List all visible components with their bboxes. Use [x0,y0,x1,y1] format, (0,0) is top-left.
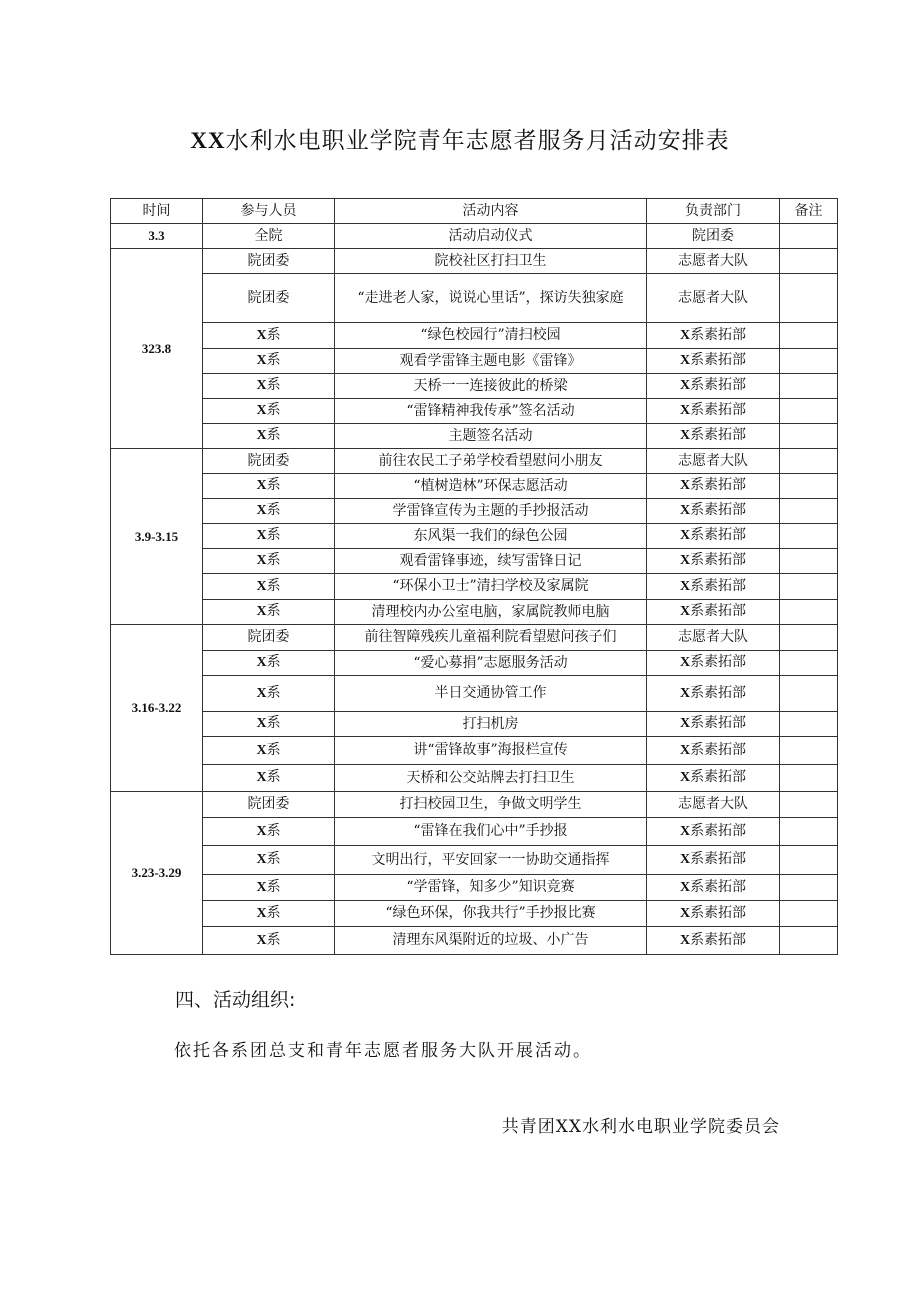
cell-department: X系素拓部 [647,676,780,712]
cell-content: “植树造林”环保志愿活动 [335,474,647,499]
cell-content: 院校社区打扫卫生 [335,249,647,274]
cell-content: 前往智障残疾儿童福利院看望慰问孩子们 [335,625,647,651]
cell-note [780,818,838,846]
cell-department: X系素拓部 [647,765,780,792]
cell-department: X系素拓部 [647,600,780,625]
cell-content: 东风渠一我们的绿色公园 [335,524,647,549]
cell-note [780,712,838,737]
cell-note [780,574,838,600]
cell-participant: X系 [203,712,335,737]
cell-participant: X系 [203,600,335,625]
cell-content: 打扫机房 [335,712,647,737]
cell-note [780,901,838,927]
cell-content: “绿色校园行”清扫校园 [335,323,647,349]
table-row [111,792,838,818]
table-row [111,474,838,499]
cell-note [780,792,838,818]
cell-department: X系素拓部 [647,901,780,927]
cell-note [780,549,838,574]
cell-department: X系素拓部 [647,875,780,901]
cell-note [780,765,838,792]
cell-department: X系素拓部 [647,399,780,424]
table-row [111,737,838,765]
cell-note [780,625,838,651]
cell-participant: X系 [203,651,335,676]
cell-note [780,474,838,499]
table-row [111,499,838,524]
cell-participant: X系 [203,927,335,955]
table-row [111,901,838,927]
cell-content: 学雷锋宣传为主题的手抄报活动 [335,499,647,524]
cell-participant: X系 [203,474,335,499]
cell-department: X系素拓部 [647,574,780,600]
cell-content: 半日交通协管工作 [335,676,647,712]
table-row [111,249,838,274]
cell-department: X系素拓部 [647,374,780,399]
cell-department: 志愿者大队 [647,249,780,274]
cell-department: X系素拓部 [647,424,780,449]
cell-participant: X系 [203,765,335,792]
cell-note [780,449,838,474]
cell-time: 3.16-3.22 [111,625,203,792]
cell-participant: 院团委 [203,449,335,474]
cell-content: “环保小卫士”清扫学校及家属院 [335,574,647,600]
cell-participant: X系 [203,676,335,712]
cell-participant: 院团委 [203,249,335,274]
table-row [111,424,838,449]
cell-note [780,651,838,676]
cell-department: X系素拓部 [647,549,780,574]
section-heading: 四、活动组织: [175,989,296,1011]
cell-note [780,676,838,712]
cell-participant: 院团委 [203,625,335,651]
cell-note [780,600,838,625]
cell-note [780,524,838,549]
table-row [111,765,838,792]
cell-participant: X系 [203,524,335,549]
cell-content: “雷锋精神我传承”签名活动 [335,399,647,424]
cell-content: 活动启动仪式 [335,224,647,249]
cell-department: X系素拓部 [647,524,780,549]
cell-department: X系素拓部 [647,474,780,499]
cell-department: 院团委 [647,224,780,249]
cell-participant: X系 [203,875,335,901]
cell-content: 讲“雷锋故事”海报栏宣传 [335,737,647,765]
cell-department: 志愿者大队 [647,274,780,323]
table-row [111,712,838,737]
cell-participant: X系 [203,549,335,574]
cell-participant: X系 [203,737,335,765]
table-row [111,524,838,549]
table-row [111,600,838,625]
cell-time: 3.9-3.15 [111,449,203,625]
table-row [111,549,838,574]
header-department: 负责部门 [647,199,780,224]
schedule-table [110,198,838,955]
cell-content: 天桥和公交站牌去打扫卫生 [335,765,647,792]
cell-department: X系素拓部 [647,737,780,765]
cell-content: 清理校内办公室电脑，家属院教师电脑 [335,600,647,625]
cell-note [780,737,838,765]
cell-note [780,323,838,349]
header-notes: 备注 [780,199,838,224]
cell-department: X系素拓部 [647,712,780,737]
signature: 共青团XX水利水电职业学院委员会 [501,1117,780,1137]
header-content: 活动内容 [335,199,647,224]
title-text: 水利水电职业学院青年志愿者服务月活动安排表 [225,128,730,154]
cell-note [780,399,838,424]
table-row [111,625,838,651]
table-header-row [111,199,838,224]
cell-participant: X系 [203,901,335,927]
table-row [111,274,838,323]
cell-participant: X系 [203,399,335,424]
cell-note [780,875,838,901]
cell-note [780,846,838,875]
cell-department: X系素拓部 [647,349,780,374]
cell-participant: X系 [203,818,335,846]
cell-time: 323.8 [111,249,203,449]
cell-participant: X系 [203,424,335,449]
cell-note [780,424,838,449]
cell-note [780,349,838,374]
cell-content: “爱心募捐”志愿服务活动 [335,651,647,676]
header-time: 时间 [111,199,203,224]
cell-content: 天桥一一连接彼此的桥梁 [335,374,647,399]
table-row [111,574,838,600]
cell-participant: X系 [203,349,335,374]
cell-content: 前往农民工子弟学校看望慰问小朋友 [335,449,647,474]
table-row [111,846,838,875]
cell-content: 清理东风渠附近的垃圾、小广告 [335,927,647,955]
cell-department: 志愿者大队 [647,792,780,818]
cell-time: 3.23-3.29 [111,792,203,955]
cell-note [780,499,838,524]
cell-department: 志愿者大队 [647,625,780,651]
cell-note [780,274,838,323]
cell-note [780,224,838,249]
cell-participant: X系 [203,323,335,349]
cell-department: X系素拓部 [647,846,780,875]
cell-content: 文明出行，平安回家一一协助交通指挥 [335,846,647,875]
cell-content: “学雷锋，知多少”知识竞赛 [335,875,647,901]
cell-content: “绿色环保，你我共行”手抄报比赛 [335,901,647,927]
table-row [111,651,838,676]
table-row [111,349,838,374]
table-row [111,224,838,249]
cell-department: X系素拓部 [647,651,780,676]
table-row [111,875,838,901]
cell-department: X系素拓部 [647,499,780,524]
table-row [111,449,838,474]
cell-note [780,249,838,274]
cell-note [780,374,838,399]
title-prefix: XX [190,128,226,153]
cell-note [780,927,838,955]
cell-department: 志愿者大队 [647,449,780,474]
cell-content: “走进老人家，说说心里话”，探访失独家庭 [335,274,647,323]
body-paragraph: 依托各系团总支和青年志愿者服务大队开展活动。 [174,1041,592,1061]
cell-content: 打扫校园卫生，争做文明学生 [335,792,647,818]
table-row [111,374,838,399]
table-row [111,323,838,349]
cell-participant: 全院 [203,224,335,249]
cell-participant: X系 [203,499,335,524]
cell-participant: X系 [203,846,335,875]
cell-department: X系素拓部 [647,323,780,349]
table-row [111,399,838,424]
cell-time: 3.3 [111,224,203,249]
cell-participant: 院团委 [203,792,335,818]
page-title [0,122,920,155]
cell-participant: X系 [203,374,335,399]
cell-department: X系素拓部 [647,927,780,955]
cell-department: X系素拓部 [647,818,780,846]
cell-participant: 院团委 [203,274,335,323]
header-participants: 参与人员 [203,199,335,224]
table-row [111,927,838,955]
cell-content: 主题签名活动 [335,424,647,449]
table-row [111,818,838,846]
cell-content: 观看雷锋事迹，续写雷锋日记 [335,549,647,574]
cell-content: “雷锋在我们心中”手抄报 [335,818,647,846]
table-row [111,676,838,712]
cell-participant: X系 [203,574,335,600]
cell-content: 观看学雷锋主题电影《雷锋》 [335,349,647,374]
